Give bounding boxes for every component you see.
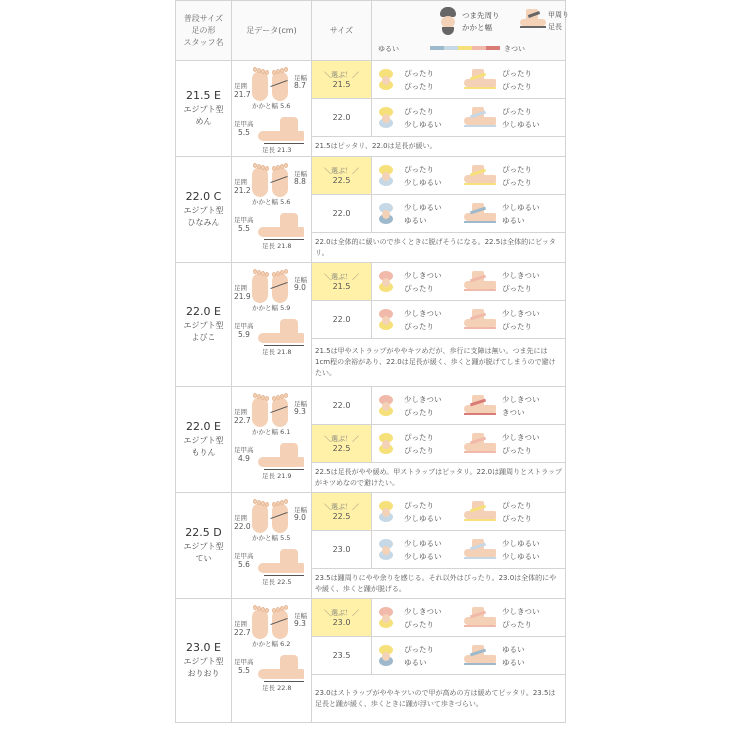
toe-fit-label: 少しきつい xyxy=(404,309,442,318)
girth-value: 22.0 xyxy=(234,522,251,531)
foot-side-illustration xyxy=(258,443,306,471)
toe-heel-fit-icon xyxy=(376,607,396,629)
instep-fit-label: 少しきつい xyxy=(502,433,540,442)
size-comparison-table xyxy=(175,0,569,723)
header-size xyxy=(312,1,372,61)
heel-fit-label: 少しゆるい xyxy=(404,552,442,561)
try-size xyxy=(312,301,372,339)
fit-result xyxy=(372,99,566,137)
heel-fit-label: ぴったり xyxy=(404,322,434,331)
length-fit-label: ぴったり xyxy=(502,178,532,187)
width-value: 8.7 xyxy=(294,81,306,90)
recommend-badge: ＼選ぶ！／ xyxy=(324,435,359,443)
toe-fit-label: ぴったり xyxy=(404,107,434,116)
instep-fit-label: ゆるい xyxy=(502,645,525,654)
length-fit-label: ぴったり xyxy=(502,284,532,293)
foot-data xyxy=(232,61,312,157)
width-label: 足幅 xyxy=(294,400,307,408)
heel-fit-label: 少しゆるい xyxy=(404,178,442,187)
usual-size: 22.0 E xyxy=(186,419,221,433)
fit-note: 23.5は踵周りにやや余りを感じる。それ以外はぴったり。23.0は全体的にやや緩く、歩くと踵が脱げる。 xyxy=(312,569,566,599)
heel-width-label: かかと幅 5.9 xyxy=(252,304,291,312)
try-size-value: 23.0 xyxy=(332,618,351,627)
instep-height-label: 足甲高 xyxy=(234,446,254,454)
usual-size: 23.0 E xyxy=(186,640,221,654)
heel-fit-label: ぴったり xyxy=(404,620,434,629)
toe-fit-label: ぴったり xyxy=(404,69,434,78)
width-value: 9.0 xyxy=(294,513,306,522)
length-fit-icon xyxy=(464,327,496,329)
instep-height-label: 足甲高 xyxy=(234,552,254,560)
heel-fit-label: 少しゆるい xyxy=(404,120,442,129)
person-row xyxy=(176,157,566,195)
toe-heel-fit-icon xyxy=(376,271,396,293)
fit-result xyxy=(372,425,566,463)
header-legend xyxy=(372,1,569,61)
try-size-value: 21.5 xyxy=(332,282,351,291)
foot-illustration xyxy=(250,391,290,431)
person-row xyxy=(176,263,566,301)
person-info xyxy=(176,157,232,263)
foot-shape: エジプト型 xyxy=(183,205,224,215)
person-info xyxy=(176,263,232,387)
try-size xyxy=(312,61,372,99)
instep-height-value: 5.5 xyxy=(238,666,250,675)
toe-heel-fit-icon xyxy=(376,203,396,225)
try-size xyxy=(312,157,372,195)
scale-swatch xyxy=(486,46,500,50)
length-fit-label: ぴったり xyxy=(502,620,532,629)
foot-shape: エジプト型 xyxy=(183,541,224,551)
heel-width-label: かかと幅 5.6 xyxy=(252,102,291,110)
foot-illustration xyxy=(250,267,290,307)
person-info xyxy=(176,387,232,493)
header-foot-data xyxy=(232,1,312,61)
instep-height-value: 5.9 xyxy=(238,330,250,339)
legend-instep-label: 甲周り xyxy=(548,11,569,19)
usual-size: 22.0 E xyxy=(186,304,221,318)
toe-heel-fit-icon xyxy=(376,539,396,561)
person-info xyxy=(176,61,232,157)
instep-fit-label: 少しきつい xyxy=(502,607,540,616)
fit-result xyxy=(372,531,566,569)
try-size xyxy=(312,493,372,531)
try-size-value: 22.0 xyxy=(332,401,351,410)
toe-fit-label: ぴったり xyxy=(404,433,434,442)
legend-shoe-icon xyxy=(520,9,546,29)
header-staff-name: スタッフ名 xyxy=(183,37,224,47)
instep-height-label: 足甲高 xyxy=(234,322,254,330)
length-fit-icon xyxy=(464,625,496,627)
try-size-value: 21.5 xyxy=(332,80,351,89)
try-size-value: 22.0 xyxy=(332,113,351,122)
usual-size: 22.0 C xyxy=(185,189,222,203)
heel-fit-label: 少しゆるい xyxy=(404,514,442,523)
person-info xyxy=(176,493,232,599)
girth-label: 足囲 xyxy=(234,284,247,292)
staff-name: てい xyxy=(195,553,212,563)
instep-height-value: 5.5 xyxy=(238,128,250,137)
length-fit-label: ゆるい xyxy=(502,216,525,225)
fit-note: 22.0は全体的に緩いので歩くときに脱げそうになる。22.5は全体的にピッタリ。 xyxy=(312,233,566,263)
foot-data xyxy=(232,493,312,599)
toe-heel-fit-icon xyxy=(376,395,396,417)
foot-side-illustration xyxy=(258,117,306,145)
try-size-value: 23.5 xyxy=(332,651,351,660)
try-size xyxy=(312,531,372,569)
foot-length-label: 足長 21.9 xyxy=(262,472,292,480)
length-fit-label: ゆるい xyxy=(502,658,525,667)
fit-note: 21.5はピッタリ、22.0は足長が緩い。 xyxy=(312,137,566,157)
width-value: 9.3 xyxy=(294,407,306,416)
try-size-value: 22.0 xyxy=(332,315,351,324)
person-row xyxy=(176,61,566,99)
width-value: 9.0 xyxy=(294,283,306,292)
fit-result xyxy=(372,263,566,301)
header-row xyxy=(176,1,566,61)
toe-fit-label: 少しきつい xyxy=(404,395,442,404)
foot-data xyxy=(232,387,312,493)
foot-shape: エジプト型 xyxy=(183,656,224,666)
recommend-badge: ＼選ぶ！／ xyxy=(324,503,359,511)
length-fit-icon xyxy=(464,451,496,453)
toe-fit-label: 少しきつい xyxy=(404,607,442,616)
legend-heel-label: かかと幅 xyxy=(462,23,492,32)
instep-length-fit-icon xyxy=(464,69,496,89)
length-fit-label: ぴったり xyxy=(502,322,532,331)
header-size-shape-name xyxy=(176,1,232,61)
girth-value: 22.7 xyxy=(234,628,251,637)
length-fit-icon xyxy=(464,125,496,127)
foot-side-illustration xyxy=(258,319,306,347)
foot-shape: エジプト型 xyxy=(183,104,224,114)
staff-name: ひなみん xyxy=(187,217,220,227)
fit-note: 21.5は甲やストラップがややキツめだが、歩行に支障は無い。つま先には1cm程の余裕があり、22.0は足長が緩く、歩くと踵が脱げてしまうので避けたい。 xyxy=(312,339,566,387)
toe-heel-fit-icon xyxy=(376,501,396,523)
fit-result xyxy=(372,493,566,531)
toe-fit-label: 少しきつい xyxy=(404,271,442,280)
foot-shape: エジプト型 xyxy=(183,435,224,445)
staff-name: よびこ xyxy=(191,332,216,342)
heel-width-label: かかと幅 6.1 xyxy=(252,428,291,436)
foot-length-label: 足長 22.5 xyxy=(262,578,292,586)
foot-data xyxy=(232,599,312,723)
toe-heel-fit-icon xyxy=(376,69,396,91)
fit-note: 23.0はストラップがややキツいので甲が高めの方は緩めてピッタリ。23.5は足長と踵が緩く、歩くときに踵が浮いて歩きづらい。 xyxy=(312,675,566,723)
fit-note: 22.5は足長がやや緩め。甲ストラップはピッタリ。22.0は踵周りとストラップがキツめなので避けたい。 xyxy=(312,463,566,493)
girth-label: 足囲 xyxy=(234,82,247,90)
recommend-badge: ＼選ぶ！／ xyxy=(324,167,359,175)
heel-fit-label: ぴったり xyxy=(404,446,434,455)
instep-length-fit-icon xyxy=(464,203,496,223)
recommend-badge: ＼選ぶ！／ xyxy=(324,273,359,281)
width-label: 足幅 xyxy=(294,612,307,620)
scale-swatch xyxy=(458,46,472,50)
legend-loose-label: ゆるい xyxy=(378,45,399,53)
legend-tight-label: きつい xyxy=(504,45,525,53)
toe-fit-label: ぴったり xyxy=(404,501,434,510)
width-value: 9.3 xyxy=(294,619,306,628)
try-size xyxy=(312,637,372,675)
header-foot-data-label: 足データ(cm) xyxy=(246,26,297,35)
toe-fit-label: 少しゆるい xyxy=(404,539,442,548)
width-label: 足幅 xyxy=(294,74,307,82)
heel-fit-label: ゆるい xyxy=(404,658,427,667)
table-body xyxy=(176,61,566,723)
heel-width-label: かかと幅 5.5 xyxy=(252,534,291,542)
scale-swatch xyxy=(430,46,444,50)
person-row xyxy=(176,493,566,531)
foot-length-label: 足長 21.8 xyxy=(262,242,292,250)
instep-fit-label: 少しきつい xyxy=(502,309,540,318)
foot-side-illustration xyxy=(258,213,306,241)
instep-length-fit-icon xyxy=(464,433,496,453)
instep-height-label: 足甲高 xyxy=(234,120,254,128)
instep-fit-label: 少しゆるい xyxy=(502,539,540,548)
instep-length-fit-icon xyxy=(464,607,496,627)
toe-fit-label: 少しゆるい xyxy=(404,203,442,212)
toe-heel-fit-icon xyxy=(376,165,396,187)
instep-fit-label: 少しきつい xyxy=(502,271,540,280)
foot-length-label: 足長 21.3 xyxy=(262,146,292,154)
recommend-badge: ＼選ぶ！／ xyxy=(324,609,359,617)
try-size-value: 22.5 xyxy=(332,176,351,185)
foot-illustration xyxy=(250,161,290,201)
length-fit-icon xyxy=(464,557,496,559)
legend-toe-heel-icon xyxy=(438,7,458,37)
toe-heel-fit-icon xyxy=(376,645,396,667)
width-label: 足幅 xyxy=(294,276,307,284)
girth-value: 21.9 xyxy=(234,292,251,301)
header-size-label: サイズ xyxy=(329,26,354,35)
instep-length-fit-icon xyxy=(464,309,496,329)
instep-height-value: 4.9 xyxy=(238,454,250,463)
usual-size: 21.5 E xyxy=(186,88,221,102)
fit-result xyxy=(372,301,566,339)
heel-fit-label: ぴったり xyxy=(404,82,434,91)
scale-swatch xyxy=(444,46,458,50)
instep-fit-label: 少しゆるい xyxy=(502,203,540,212)
fit-result xyxy=(372,637,566,675)
length-fit-label: 少しゆるい xyxy=(502,552,540,561)
girth-value: 21.7 xyxy=(234,90,251,99)
recommend-badge: ＼選ぶ！／ xyxy=(324,71,359,79)
length-fit-label: 少しゆるい xyxy=(502,120,540,129)
length-fit-label: ぴったり xyxy=(502,446,532,455)
instep-fit-label: ぴったり xyxy=(502,69,532,78)
size-comparison-table-wrapper xyxy=(175,0,569,740)
person-info xyxy=(176,599,232,723)
instep-length-fit-icon xyxy=(464,645,496,665)
usual-size: 22.5 D xyxy=(185,525,222,539)
width-label: 足幅 xyxy=(294,170,307,178)
try-size-value: 23.0 xyxy=(332,545,351,554)
try-size-value: 22.5 xyxy=(332,444,351,453)
heel-fit-label: ぴったり xyxy=(404,408,434,417)
toe-heel-fit-icon xyxy=(376,433,396,455)
toe-fit-label: ぴったり xyxy=(404,165,434,174)
length-fit-label: きつい xyxy=(502,408,525,417)
try-size xyxy=(312,425,372,463)
legend-fit-scale xyxy=(430,43,500,47)
staff-name: もりん xyxy=(191,447,216,457)
foot-data xyxy=(232,157,312,263)
heel-width-label: かかと幅 6.2 xyxy=(252,640,291,648)
girth-label: 足囲 xyxy=(234,178,247,186)
instep-fit-label: ぴったり xyxy=(502,107,532,116)
foot-length-label: 足長 22.8 xyxy=(262,684,292,692)
instep-height-label: 足甲高 xyxy=(234,216,254,224)
foot-data xyxy=(232,263,312,387)
length-fit-icon xyxy=(464,87,496,89)
person-row xyxy=(176,387,566,425)
try-size-value: 22.5 xyxy=(332,512,351,521)
instep-height-value: 5.5 xyxy=(238,224,250,233)
girth-value: 21.2 xyxy=(234,186,251,195)
try-size xyxy=(312,387,372,425)
instep-length-fit-icon xyxy=(464,107,496,127)
length-fit-label: ぴったり xyxy=(502,82,532,91)
staff-name: めん xyxy=(195,116,212,126)
instep-length-fit-icon xyxy=(464,501,496,521)
foot-illustration xyxy=(250,603,290,643)
length-fit-icon xyxy=(464,183,496,185)
staff-name: おりおり xyxy=(187,668,220,678)
foot-length-label: 足長 21.8 xyxy=(262,348,292,356)
fit-result xyxy=(372,387,566,425)
foot-illustration xyxy=(250,497,290,537)
heel-width-label: かかと幅 5.6 xyxy=(252,198,291,206)
instep-length-fit-icon xyxy=(464,395,496,415)
foot-illustration xyxy=(250,65,290,105)
width-value: 8.8 xyxy=(294,177,306,186)
instep-height-value: 5.6 xyxy=(238,560,250,569)
girth-value: 22.7 xyxy=(234,416,251,425)
header-foot-shape: 足の形 xyxy=(191,25,216,35)
instep-length-fit-icon xyxy=(464,165,496,185)
fit-result xyxy=(372,61,566,99)
toe-fit-label: ぴったり xyxy=(404,645,434,654)
header-usual-size: 普段サイズ xyxy=(183,13,224,23)
girth-label: 足囲 xyxy=(234,620,247,628)
toe-heel-fit-icon xyxy=(376,107,396,129)
legend-length-label: 足長 xyxy=(548,23,562,31)
fit-result xyxy=(372,599,566,637)
length-fit-icon xyxy=(464,289,496,291)
heel-fit-label: ゆるい xyxy=(404,216,427,225)
fit-result xyxy=(372,157,566,195)
instep-fit-label: ぴったり xyxy=(502,165,532,174)
length-fit-icon xyxy=(464,413,496,415)
girth-label: 足囲 xyxy=(234,408,247,416)
girth-label: 足囲 xyxy=(234,514,247,522)
try-size xyxy=(312,599,372,637)
try-size xyxy=(312,195,372,233)
foot-side-illustration xyxy=(258,549,306,577)
length-fit-icon xyxy=(464,519,496,521)
length-fit-icon xyxy=(464,221,496,223)
legend-toe-label: つま先周り xyxy=(462,11,500,20)
instep-fit-label: ぴったり xyxy=(502,501,532,510)
foot-side-illustration xyxy=(258,655,306,683)
try-size-value: 22.0 xyxy=(332,209,351,218)
instep-fit-label: 少しきつい xyxy=(502,395,540,404)
length-fit-icon xyxy=(464,663,496,665)
person-row xyxy=(176,599,566,637)
legend-heel-icon xyxy=(442,27,454,35)
length-fit-label: ぴったり xyxy=(502,514,532,523)
instep-length-fit-icon xyxy=(464,539,496,559)
instep-height-label: 足甲高 xyxy=(234,658,254,666)
fit-result xyxy=(372,195,566,233)
toe-heel-fit-icon xyxy=(376,309,396,331)
instep-length-fit-icon xyxy=(464,271,496,291)
try-size xyxy=(312,99,372,137)
try-size xyxy=(312,263,372,301)
foot-shape: エジプト型 xyxy=(183,320,224,330)
width-label: 足幅 xyxy=(294,506,307,514)
heel-fit-label: ぴったり xyxy=(404,284,434,293)
scale-swatch xyxy=(472,46,486,50)
